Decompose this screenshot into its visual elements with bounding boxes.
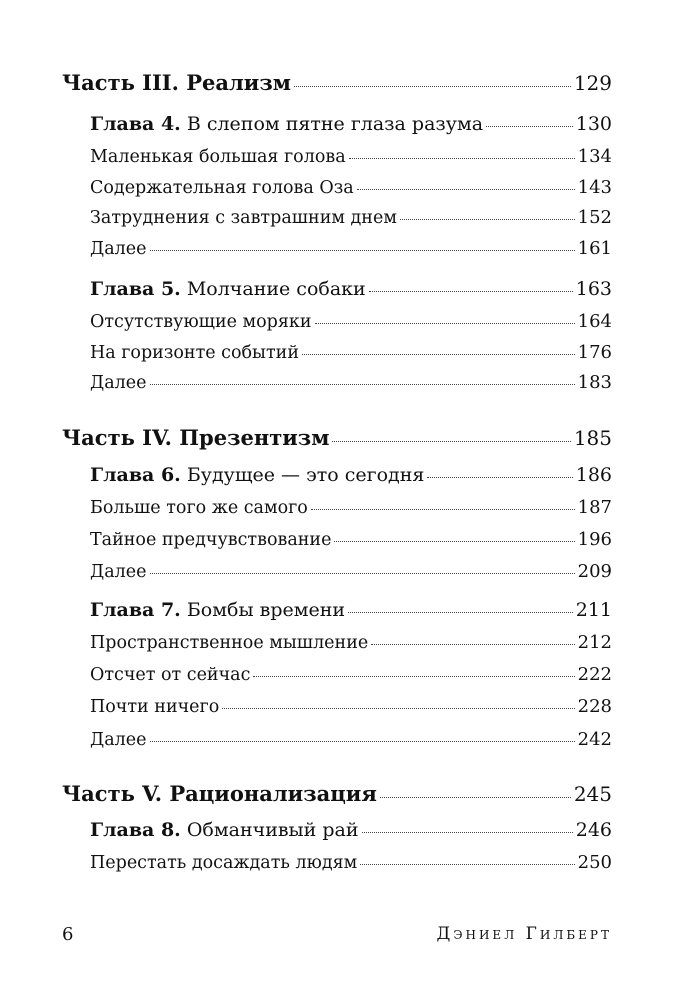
chapter-title (90, 464, 424, 486)
dot-leader (222, 708, 574, 709)
section-title: На горизонте событий (90, 343, 299, 363)
page-number: 164 (577, 311, 612, 332)
dot-leader (369, 291, 573, 292)
toc-section-row (62, 146, 612, 167)
page-number: 134 (577, 146, 612, 167)
chapter-name: Бомбы времени (186, 599, 346, 621)
toc-section-row (62, 497, 612, 518)
toc-chapter-row (62, 464, 612, 486)
section-title: Содержательная голова Оза (90, 178, 354, 198)
toc-section-row (62, 632, 612, 653)
page-number: 183 (577, 372, 612, 393)
page-number: 212 (577, 632, 612, 653)
toc-chapter-row (62, 599, 612, 621)
chapter-label: Глава 5. (90, 278, 181, 300)
part-title: Часть IV. Презентизм (62, 425, 330, 450)
section-title: Перестать досаждать людям (90, 853, 358, 873)
toc-section-row (62, 207, 612, 228)
dot-leader (311, 509, 575, 510)
page-number: 228 (577, 696, 612, 717)
section-title: Далее (90, 730, 147, 750)
dot-leader (150, 573, 575, 574)
chapter-label: Глава 6. (90, 464, 181, 486)
dot-leader (302, 354, 575, 355)
dot-leader (294, 86, 571, 87)
chapter-name: Обманчивый рай (186, 819, 359, 841)
page-number: 187 (577, 497, 612, 518)
page-number: 129 (573, 71, 612, 95)
dot-leader (253, 676, 574, 677)
dot-leader (400, 219, 575, 220)
toc-section-row (62, 177, 612, 198)
part-title: Часть V. Рационализация (62, 781, 377, 806)
toc-section-row (62, 561, 612, 582)
page-number: 185 (573, 426, 612, 450)
dot-leader (150, 384, 575, 385)
page-number: 152 (577, 207, 612, 228)
section-title: Отсчет от сейчас (90, 665, 251, 685)
page-number: 196 (577, 529, 612, 550)
page-number: 246 (575, 819, 612, 841)
toc-section-row (62, 311, 612, 332)
chapter-label: Глава 8. (90, 819, 181, 841)
dot-leader (371, 644, 574, 645)
page-number: 130 (575, 113, 612, 135)
dot-leader (150, 741, 575, 742)
chapter-title (90, 113, 483, 135)
chapter-label: Глава 7. (90, 599, 181, 621)
page-number: 176 (577, 342, 612, 363)
chapter-name: Молчание собаки (186, 278, 366, 300)
dot-leader (348, 612, 573, 613)
section-title: Затруднения с завтрашним днем (90, 208, 397, 228)
dot-leader (150, 250, 575, 251)
page-number: 245 (573, 782, 612, 806)
dot-leader (427, 477, 572, 478)
toc-chapter-row (62, 819, 612, 841)
toc-section-row (62, 852, 612, 873)
page-number: 242 (577, 729, 612, 750)
dot-leader (349, 158, 575, 159)
chapter-name: В слепом пятне глаза разума (186, 113, 484, 135)
dot-leader (315, 323, 575, 324)
section-title: Отсутствующие моряки (90, 312, 312, 332)
folio-page-number: 6 (62, 924, 74, 945)
section-title: Почти ничего (90, 697, 220, 717)
toc-chapter-row (62, 278, 612, 300)
dot-leader (362, 832, 573, 833)
part-title: Часть III. Реализм (62, 70, 292, 95)
chapter-title (90, 599, 345, 621)
page-number: 222 (577, 664, 612, 685)
toc-section-row (62, 696, 612, 717)
section-title: Тайное предчувствование (90, 530, 332, 550)
page-number: 209 (577, 561, 612, 582)
section-title: Далее (90, 562, 147, 582)
section-title: Маленькая большая голова (90, 147, 346, 167)
chapter-name: Будущее — это сегодня (186, 464, 425, 486)
section-title: Больше того же самого (90, 498, 308, 518)
section-title: Далее (90, 373, 147, 393)
toc-part-row (62, 425, 612, 450)
chapter-title (90, 819, 359, 841)
section-title: Далее (90, 239, 147, 259)
dot-leader (360, 864, 574, 865)
page-number: 186 (575, 464, 612, 486)
section-title: Пространственное мышление (90, 633, 369, 653)
page-number: 211 (575, 599, 612, 621)
toc-section-row (62, 372, 612, 393)
toc-section-row (62, 664, 612, 685)
dot-leader (380, 797, 571, 798)
toc-section-row (62, 729, 612, 750)
toc-part-row (62, 781, 612, 806)
page-number: 250 (577, 852, 612, 873)
chapter-label: Глава 4. (90, 113, 181, 135)
running-footer-author: Дэниел Гилберт (436, 924, 612, 944)
dot-leader (332, 441, 570, 442)
page-number: 161 (577, 238, 612, 259)
dot-leader (357, 189, 575, 190)
page-number: 143 (577, 177, 612, 198)
toc-section-row (62, 342, 612, 363)
chapter-title (90, 278, 366, 300)
dot-leader (334, 541, 574, 542)
toc-part-row (62, 70, 612, 95)
toc-section-row (62, 529, 612, 550)
page-number: 163 (575, 278, 612, 300)
toc-chapter-row (62, 113, 612, 135)
toc-section-row (62, 238, 612, 259)
dot-leader (486, 126, 573, 127)
